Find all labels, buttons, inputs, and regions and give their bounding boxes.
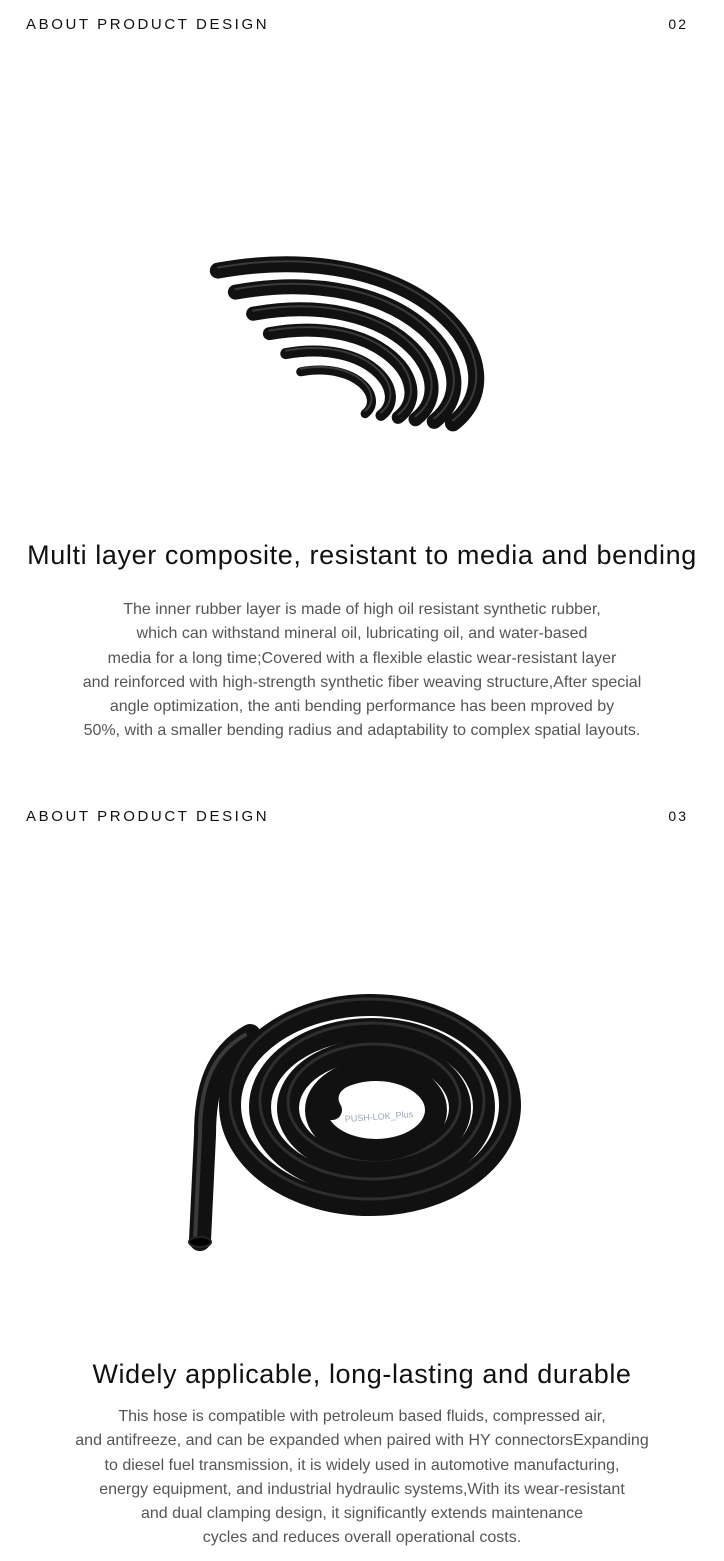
section-headline: Widely applicable, long-lasting and durable — [92, 1359, 632, 1389]
hose-print-text: PUSH-LOK_Plus — [344, 1109, 414, 1124]
body-line: cycles and reduces overall operational costs. — [202, 1529, 522, 1547]
section-number: 02 — [668, 16, 688, 32]
section-body-text — [20, 598, 704, 744]
body-line: which can withstand mineral oil, lubricating oil, and water-based — [136, 625, 588, 643]
body-line: to diesel fuel transmission, it is widely used in automotive manufacturing, — [104, 1456, 620, 1474]
body-line: This hose is compatible with petroleum based fluids, compressed air, — [118, 1408, 606, 1425]
section-label: ABOUT PRODUCT DESIGN — [26, 16, 270, 33]
body-line: media for a long time;Covered with a flexible elastic wear-resistant layer — [107, 649, 617, 667]
body-line: energy equipment, and industrial hydraulic systems,With its wear-resistant — [99, 1480, 625, 1498]
body-line: and antifreeze, and can be expanded when paired with HY connectorsExpanding — [75, 1432, 649, 1450]
body-line: and dual clamping design, it significantly extends maintenance — [140, 1505, 584, 1523]
section-body-text — [20, 1405, 704, 1551]
nested-arc-hoses-image — [0, 0, 724, 520]
arc-hose — [301, 370, 372, 414]
section-header-03 — [0, 808, 724, 832]
body-line: The inner rubber layer is made of high oil resistant synthetic rubber, — [123, 601, 601, 618]
coiled-hose — [189, 999, 510, 1247]
section-headline: Multi layer composite, resistant to media and bending — [27, 540, 697, 570]
arc-hose-group — [218, 261, 476, 423]
section-label: ABOUT PRODUCT DESIGN — [26, 808, 270, 825]
body-line: 50%, with a smaller bending radius and adaptability to complex spatial layouts. — [83, 722, 641, 740]
coiled-hose-image — [0, 960, 724, 1270]
section-number: 03 — [668, 808, 688, 824]
body-line: angle optimization, the anti bending performance has been mproved by — [109, 698, 615, 716]
body-line: and reinforced with high-strength synthetic fiber weaving structure,After special — [82, 673, 642, 691]
